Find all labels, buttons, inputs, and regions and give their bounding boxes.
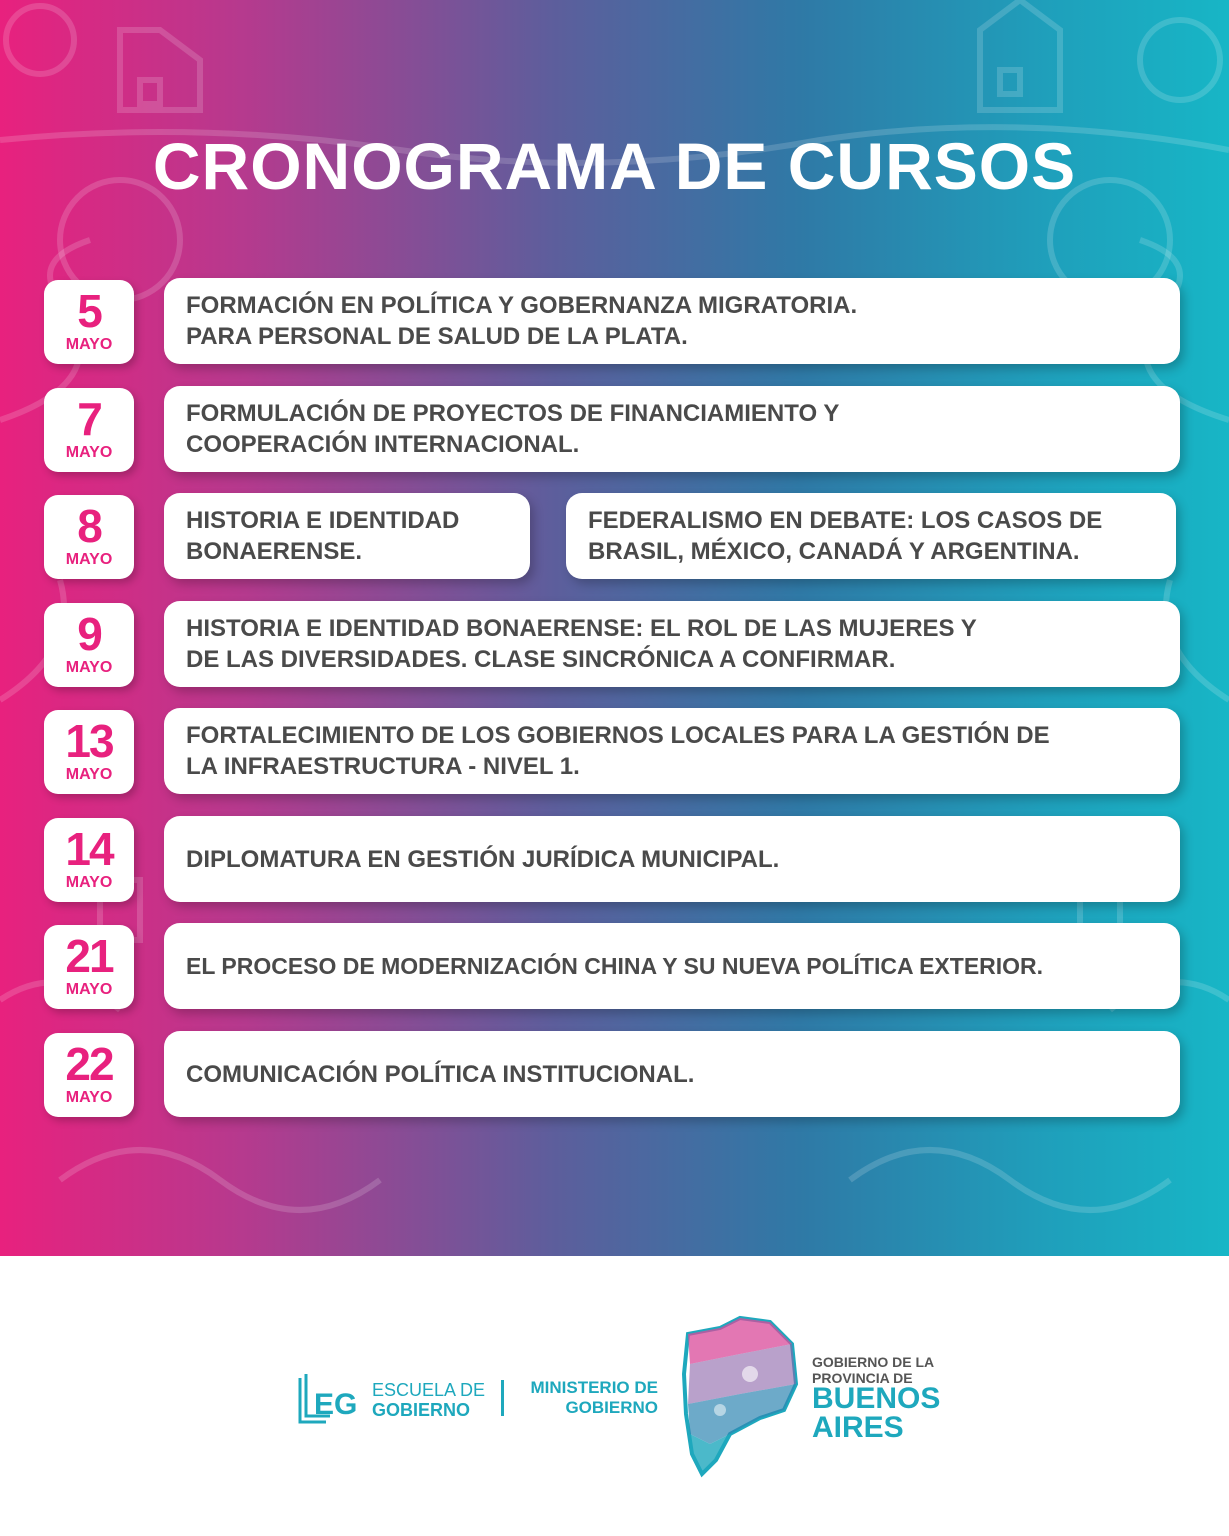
date-badge bbox=[44, 818, 134, 902]
date-month: MAYO bbox=[65, 336, 113, 353]
course-row bbox=[0, 386, 1229, 476]
buenos-aires-label bbox=[812, 1384, 940, 1442]
course-card bbox=[164, 816, 1180, 902]
date-day: 7 bbox=[77, 393, 101, 445]
date-badge bbox=[44, 280, 134, 364]
date-badge bbox=[44, 388, 134, 472]
course-title: FEDERALISMO EN DEBATE: LOS CASOS DE BRASIL, MÉXICO, CANADÁ Y ARGENTINA. bbox=[588, 507, 1103, 565]
course-card bbox=[164, 1031, 1180, 1117]
ministerio-label bbox=[512, 1378, 658, 1418]
date-month: MAYO bbox=[65, 551, 113, 568]
date-month: MAYO bbox=[65, 1089, 113, 1106]
course-title: HISTORIA E IDENTIDAD BONAERENSE: EL ROL DE LAS MUJERES Y DE LAS DIVERSIDADES. CLASE SINCRÓNICA A CONFIRMAR. bbox=[186, 615, 977, 673]
date-day: 5 bbox=[77, 285, 101, 337]
date-badge bbox=[44, 495, 134, 579]
page-title: CRONOGRAMA DE CURSOS bbox=[152, 129, 1077, 203]
date-badge bbox=[44, 1033, 134, 1117]
date-month: MAYO bbox=[65, 659, 113, 676]
date-month: MAYO bbox=[65, 766, 113, 783]
date-day: 9 bbox=[77, 608, 101, 660]
logo-divider bbox=[501, 1380, 504, 1416]
course-card bbox=[164, 923, 1180, 1009]
course-title: FORMULACIÓN DE PROYECTOS DE FINANCIAMIENTO Y COOPERACIÓN INTERNACIONAL. bbox=[186, 400, 840, 458]
gobierno-line3: BUENOS bbox=[812, 1382, 941, 1415]
ministerio-line1: MINISTERIO DE bbox=[530, 1378, 658, 1397]
gobierno-line1: GOBIERNO DE LA bbox=[812, 1354, 935, 1370]
course-row bbox=[0, 708, 1229, 798]
date-month: MAYO bbox=[65, 444, 113, 461]
date-day: 14 bbox=[65, 823, 113, 875]
course-title: FORMACIÓN EN POLÍTICA Y GOBERNANZA MIGRATORIA. PARA PERSONAL DE SALUD DE LA PLATA. bbox=[186, 292, 858, 350]
course-card bbox=[164, 493, 530, 579]
course-card bbox=[164, 278, 1180, 364]
eg-logo-letters: EG bbox=[314, 1388, 358, 1421]
escuela-de-gobierno-label bbox=[372, 1380, 485, 1420]
course-card bbox=[164, 386, 1180, 472]
course-title: COMUNICACIÓN POLÍTICA INSTITUCIONAL. bbox=[186, 1060, 695, 1088]
course-row bbox=[0, 493, 1229, 583]
date-day: 8 bbox=[77, 500, 101, 552]
date-day: 22 bbox=[65, 1038, 113, 1090]
date-month: MAYO bbox=[65, 874, 113, 891]
course-row bbox=[0, 923, 1229, 1013]
course-title: FORTALECIMIENTO DE LOS GOBIERNOS LOCALES PARA LA GESTIÓN DE LA INFRAESTRUCTURA - NIVEL 1. bbox=[186, 722, 1050, 780]
escuela-de-gobierno-logo-icon bbox=[296, 1372, 362, 1428]
course-card bbox=[164, 708, 1180, 794]
date-badge bbox=[44, 603, 134, 687]
course-card bbox=[164, 601, 1180, 687]
course-row bbox=[0, 1031, 1229, 1121]
course-card bbox=[566, 493, 1176, 579]
ministerio-line2: GOBIERNO bbox=[565, 1398, 658, 1417]
date-badge bbox=[44, 925, 134, 1009]
escuela-line1: ESCUELA DE bbox=[372, 1380, 486, 1400]
course-row bbox=[0, 278, 1229, 368]
course-title: DIPLOMATURA EN GESTIÓN JURÍDICA MUNICIPAL. bbox=[186, 845, 780, 873]
buenos-aires-province-map-icon bbox=[680, 1314, 802, 1478]
date-badge bbox=[44, 710, 134, 794]
course-row bbox=[0, 601, 1229, 691]
gobierno-line4: AIRES bbox=[812, 1411, 904, 1444]
course-title: HISTORIA E IDENTIDAD BONAERENSE. bbox=[186, 507, 460, 565]
date-month: MAYO bbox=[65, 981, 113, 998]
course-title: EL PROCESO DE MODERNIZACIÓN CHINA Y SU NUEVA POLÍTICA EXTERIOR. bbox=[186, 952, 1044, 979]
course-row bbox=[0, 816, 1229, 906]
gobierno-line2: PROVINCIA DE bbox=[812, 1370, 913, 1386]
date-day: 13 bbox=[65, 715, 113, 767]
escuela-line2: GOBIERNO bbox=[372, 1400, 471, 1420]
date-day: 21 bbox=[65, 930, 113, 982]
